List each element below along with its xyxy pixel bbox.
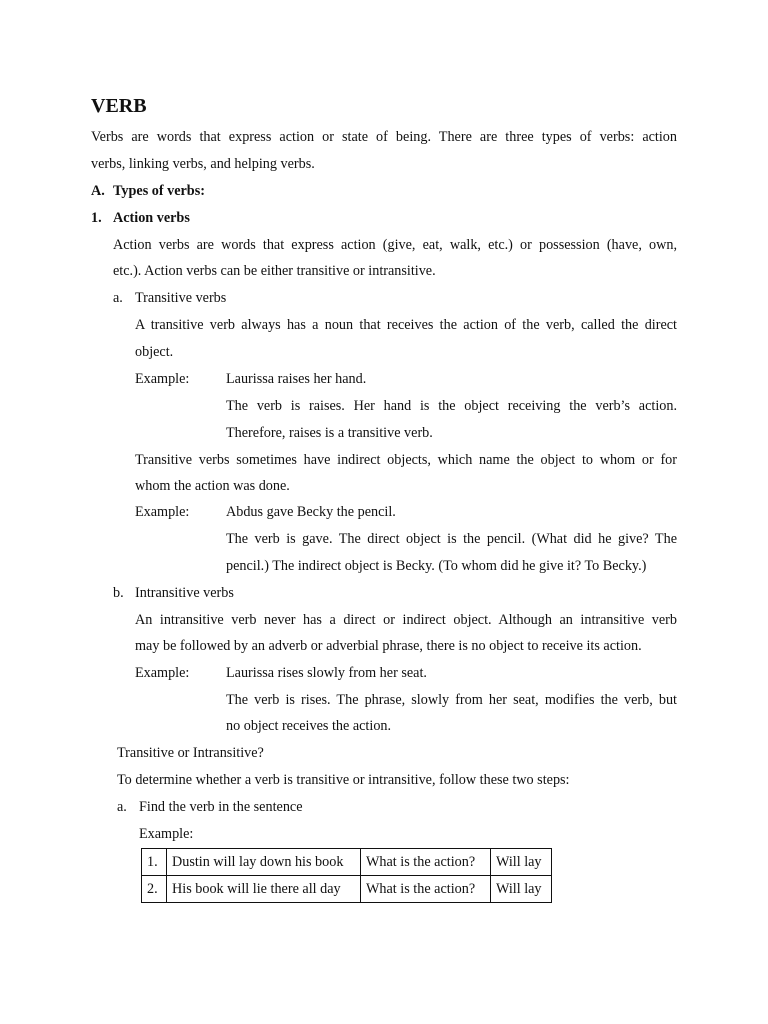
table-row	[142, 876, 552, 903]
question-cell: What is the action?	[361, 849, 491, 876]
indirect-object-line-2: whom the action was done.	[135, 478, 290, 494]
example-label: Example:	[135, 504, 190, 520]
answer-cell: Will lay	[491, 876, 552, 903]
example-table-body	[142, 849, 552, 903]
example-explanation-line-1: The verb is gave. The direct object is the pencil. (What did he give? The	[226, 531, 677, 547]
example-explanation-line-1: The verb is raises. Her hand is the object receiving the verb’s action.	[226, 398, 677, 414]
example-explanation-line-2: Therefore, raises is a transitive verb.	[226, 425, 433, 441]
example-label: Example:	[135, 371, 190, 387]
transitive-desc-line-1: A transitive verb always has a noun that receives the action of the verb, called the direct	[135, 317, 677, 333]
transitive-heading	[113, 289, 226, 307]
test-step	[117, 798, 303, 816]
action-desc-line-2: etc.). Action verbs can be either transitive or intransitive.	[113, 263, 436, 279]
test-step-marker: a.	[117, 799, 127, 815]
section-1-label: Action verbs	[113, 210, 190, 226]
intro-line-2: verbs, linking verbs, and helping verbs.	[91, 156, 315, 172]
intro-line-1: Verbs are words that express action or state of being. There are three types of verbs: action	[91, 129, 677, 145]
test-step-label: Find the verb in the sentence	[139, 799, 303, 815]
sentence-cell: His book will lie there all day	[167, 876, 361, 903]
row-number-cell: 1.	[142, 849, 167, 876]
example-sentence: Abdus gave Becky the pencil.	[226, 504, 396, 520]
section-1-marker: 1.	[91, 210, 102, 226]
intransitive-desc-line-1: An intransitive verb never has a direct or indirect object. Although an intransitive verb	[135, 612, 677, 628]
example-table	[141, 848, 552, 903]
page-title: VERB	[91, 95, 147, 117]
intransitive-heading-label: Intransitive verbs	[135, 585, 234, 601]
section-a-heading	[91, 182, 205, 200]
transitive-marker: a.	[113, 290, 123, 306]
example-explanation-line-2: pencil.) The indirect object is Becky. (To whom did he give it? To Becky.)	[226, 558, 647, 574]
example-sentence: Laurissa raises her hand.	[226, 371, 367, 387]
example-label: Example:	[135, 665, 190, 681]
section-1-heading	[91, 209, 190, 227]
question-cell: What is the action?	[361, 876, 491, 903]
sentence-cell: Dustin will lay down his book	[167, 849, 361, 876]
intransitive-desc-line-2: may be followed by an adverb or adverbial phrase, there is no object to receive its action.	[135, 638, 642, 654]
intransitive-marker: b.	[113, 585, 124, 601]
section-a-marker: A.	[91, 183, 105, 199]
section-a-label: Types of verbs:	[113, 183, 205, 199]
transitive-heading-label: Transitive verbs	[135, 290, 227, 306]
test-description: To determine whether a verb is transitive or intransitive, follow these two steps:	[117, 772, 570, 788]
row-number-cell: 2.	[142, 876, 167, 903]
example-label: Example:	[139, 826, 194, 842]
answer-cell: Will lay	[491, 849, 552, 876]
table-row	[142, 849, 552, 876]
transitive-desc-line-2: object.	[135, 344, 174, 360]
test-heading: Transitive or Intransitive?	[117, 745, 264, 761]
intransitive-heading	[113, 584, 234, 602]
example-explanation-line-1: The verb is rises. The phrase, slowly from her seat, modifies the verb, but	[226, 692, 677, 708]
indirect-object-line-1: Transitive verbs sometimes have indirect objects, which name the object to whom or for	[135, 452, 677, 468]
example-explanation-line-2: no object receives the action.	[226, 718, 392, 734]
action-desc-line-1: Action verbs are words that express action (give, eat, walk, etc.) or possession (have, own,	[113, 237, 677, 253]
example-sentence: Laurissa rises slowly from her seat.	[226, 665, 427, 681]
